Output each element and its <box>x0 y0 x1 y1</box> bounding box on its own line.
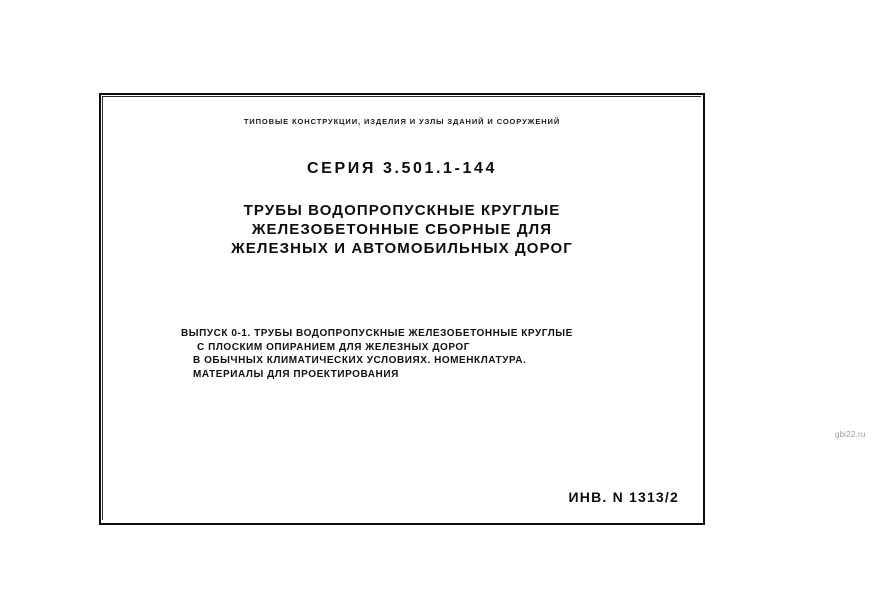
document-title-line-2: ЖЕЛЕЗОБЕТОННЫЕ СБОРНЫЕ ДЛЯ <box>251 221 553 238</box>
site-watermark: gbi22.ru <box>835 430 866 439</box>
issue-line-4: МАТЕРИАЛЫ ДЛЯ ПРОЕКТИРОВАНИЯ <box>193 368 399 380</box>
title-page-frame <box>99 93 705 525</box>
issue-description <box>181 327 661 381</box>
inventory-number: ИНВ. N 1313/2 <box>568 489 679 505</box>
document-title-line-1: ТРУБЫ ВОДОПРОПУСКНЫЕ КРУГЛЫЕ <box>243 202 561 219</box>
document-title-line-3: ЖЕЛЕЗНЫХ И АВТОМОБИЛЬНЫХ ДОРОГ <box>231 240 573 257</box>
document-kicker: ТИПОВЫЕ КОНСТРУКЦИИ, ИЗДЕЛИЯ И УЗЛЫ ЗДАНИЙ И СООРУЖЕНИЙ <box>243 117 561 126</box>
issue-line-1: ВЫПУСК 0-1. ТРУБЫ ВОДОПРОПУСКНЫЕ ЖЕЛЕЗОБЕТОННЫЕ КРУГЛЫЕ <box>181 328 573 339</box>
title-page-content <box>101 95 703 523</box>
issue-line-3: В ОБЫЧНЫХ КЛИМАТИЧЕСКИХ УСЛОВИЯХ. НОМЕНКЛАТУРА. <box>193 355 527 366</box>
series-number: СЕРИЯ 3.501.1-144 <box>307 160 497 177</box>
issue-line-2: С ПЛОСКИМ ОПИРАНИЕМ ДЛЯ ЖЕЛЕЗНЫХ ДОРОГ <box>197 341 470 353</box>
document-title <box>101 201 703 258</box>
